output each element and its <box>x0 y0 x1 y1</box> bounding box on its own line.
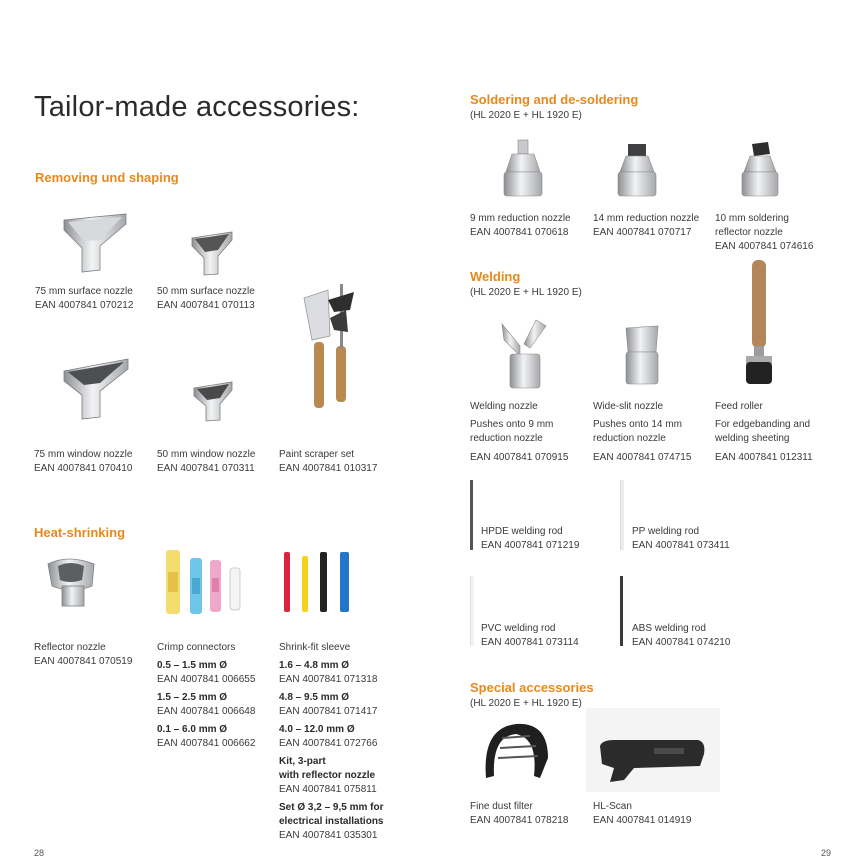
item-name-line1: 10 mm soldering <box>715 213 789 224</box>
shrink-fit-sleeve-image <box>282 550 354 614</box>
shrink-size-3: 4.0 – 12.0 mm Ø <box>279 724 355 735</box>
soldering-models: (HL 2020 E + HL 1920 E) <box>470 110 582 121</box>
hl-scan-image <box>594 738 710 784</box>
fine-dust-filter-caption <box>470 800 568 828</box>
crimp-ean-3: EAN 4007841 006662 <box>157 738 256 749</box>
item-desc2: reduction nozzle <box>470 433 543 444</box>
item-name: ABS welding rod <box>632 623 706 634</box>
item-name: 75 mm window nozzle <box>34 449 133 460</box>
item-ean: EAN 4007841 010317 <box>279 463 378 474</box>
item-ean: EAN 4007841 070717 <box>593 227 692 238</box>
crimp-ean-1: EAN 4007841 006655 <box>157 674 256 685</box>
welding-nozzle-caption <box>470 400 568 465</box>
item-ean: EAN 4007841 070410 <box>34 463 133 474</box>
item-name: HPDE welding rod <box>481 526 563 537</box>
item-name: 50 mm surface nozzle <box>157 286 255 297</box>
wide-slit-nozzle-caption <box>593 400 691 465</box>
paint-scraper-caption <box>279 448 377 476</box>
shrink-size-2: 4.8 – 9.5 mm Ø <box>279 692 350 703</box>
surface-nozzle-75-image <box>60 210 130 280</box>
reduction-nozzle-9-caption <box>470 212 571 240</box>
item-name: PP welding rod <box>632 526 700 537</box>
shrink-ean-1: EAN 4007841 071318 <box>279 674 378 685</box>
item-ean: EAN 4007841 070311 <box>157 463 255 474</box>
reflector-nozzle-image <box>42 556 104 612</box>
fine-dust-filter-image <box>478 718 554 782</box>
reduction-nozzle-9-image <box>500 138 546 200</box>
abs-rod-image <box>620 576 623 646</box>
pp-rod-caption <box>632 525 730 553</box>
shrink-ean-2: EAN 4007841 071417 <box>279 706 378 717</box>
item-ean: EAN 4007841 073411 <box>632 540 730 551</box>
shrink-set-line1: Set Ø 3,2 – 9,5 mm for <box>279 802 384 813</box>
item-name: Welding nozzle <box>470 401 538 412</box>
item-ean: EAN 4007841 073114 <box>481 637 579 648</box>
feed-roller-caption <box>715 400 813 465</box>
shrink-set-ean: EAN 4007841 035301 <box>279 830 378 841</box>
item-name: 9 mm reduction nozzle <box>470 213 571 224</box>
item-ean: EAN 4007841 070212 <box>35 300 134 311</box>
crimp-ean-2: EAN 4007841 006648 <box>157 706 256 717</box>
crimp-size-3: 0.1 – 6.0 mm Ø <box>157 724 228 735</box>
item-ean: EAN 4007841 078218 <box>470 815 569 826</box>
item-name: Feed roller <box>715 401 763 412</box>
item-ean: EAN 4007841 070618 <box>470 227 569 238</box>
page-title: Tailor-made accessories: <box>34 91 360 123</box>
hl-scan-caption <box>593 800 691 828</box>
item-name: PVC welding rod <box>481 623 556 634</box>
item-name: HL-Scan <box>593 801 632 812</box>
item-name: 14 mm reduction nozzle <box>593 213 700 224</box>
abs-rod-caption <box>632 622 730 650</box>
item-ean: EAN 4007841 012311 <box>715 452 813 463</box>
item-name: 75 mm surface nozzle <box>35 286 133 297</box>
item-name: Crimp connectors <box>157 642 236 653</box>
item-ean: EAN 4007841 074616 <box>715 241 814 252</box>
hpde-rod-caption <box>481 525 579 553</box>
reflector-nozzle-caption <box>34 641 132 669</box>
reduction-nozzle-14-image <box>614 142 660 198</box>
surface-nozzle-50-caption <box>157 285 255 313</box>
special-models: (HL 2020 E + HL 1920 E) <box>470 698 582 709</box>
section-heading-removing: Removing und shaping <box>35 170 179 185</box>
item-name: Fine dust filter <box>470 801 533 812</box>
item-ean: EAN 4007841 074715 <box>593 452 692 463</box>
item-name-line2: reflector nozzle <box>715 227 783 238</box>
shrink-kit-line1: Kit, 3-part <box>279 756 326 767</box>
item-name: 50 mm window nozzle <box>157 449 256 460</box>
crimp-size-2: 1.5 – 2.5 mm Ø <box>157 692 228 703</box>
page-number-left: 28 <box>34 848 45 858</box>
item-ean: EAN 4007841 070915 <box>470 452 569 463</box>
shrink-set-line2: electrical installations <box>279 816 384 827</box>
shrink-ean-3: EAN 4007841 072766 <box>279 738 378 749</box>
shrink-fit-sleeve-caption <box>279 641 384 843</box>
shrink-kit-line2: with reflector nozzle <box>279 770 376 781</box>
window-nozzle-75-image <box>60 355 132 425</box>
item-name: Reflector nozzle <box>34 642 106 653</box>
item-desc2: reduction nozzle <box>593 433 666 444</box>
crimp-size-1: 0.5 – 1.5 mm Ø <box>157 660 228 671</box>
item-desc1: Pushes onto 14 mm <box>593 419 682 430</box>
crimp-connectors-image <box>160 548 252 618</box>
item-desc2: welding sheeting <box>715 433 790 444</box>
surface-nozzle-75-caption <box>35 285 133 313</box>
surface-nozzle-50-image <box>190 228 235 278</box>
hpde-rod-image <box>470 480 473 550</box>
item-ean: EAN 4007841 070113 <box>157 300 255 311</box>
paint-scraper-set-image <box>298 282 368 412</box>
section-heading-welding: Welding <box>470 269 521 284</box>
soldering-reflector-nozzle-image <box>738 140 782 200</box>
item-desc1: Pushes onto 9 mm <box>470 419 554 430</box>
item-ean: EAN 4007841 014919 <box>593 815 692 826</box>
item-ean: EAN 4007841 074210 <box>632 637 731 648</box>
window-nozzle-50-caption <box>157 448 255 476</box>
reduction-nozzle-14-caption <box>593 212 699 240</box>
page-number-right: 29 <box>821 848 832 858</box>
shrink-kit-ean: EAN 4007841 075811 <box>279 784 377 795</box>
item-name: Paint scraper set <box>279 449 355 460</box>
wide-slit-nozzle-image <box>620 322 664 388</box>
window-nozzle-50-image <box>192 378 236 424</box>
pvc-rod-image <box>470 576 474 646</box>
item-ean: EAN 4007841 070519 <box>34 656 133 667</box>
welding-nozzle-image <box>496 318 552 392</box>
item-ean: EAN 4007841 071219 <box>481 540 580 551</box>
item-desc1: For edgebanding and <box>715 419 811 430</box>
pvc-rod-caption <box>481 622 579 650</box>
shrink-size-1: 1.6 – 4.8 mm Ø <box>279 660 350 671</box>
section-heading-special: Special accessories <box>470 680 594 695</box>
section-heading-soldering: Soldering and de-soldering <box>470 92 639 107</box>
feed-roller-image <box>742 258 776 388</box>
window-nozzle-75-caption <box>34 448 132 476</box>
soldering-reflector-caption <box>715 212 813 254</box>
item-name: Shrink-fit sleeve <box>279 642 351 653</box>
item-name: Wide-slit nozzle <box>593 401 664 412</box>
crimp-connectors-caption <box>157 641 255 751</box>
section-heading-heat: Heat-shrinking <box>34 525 126 540</box>
welding-models: (HL 2020 E + HL 1920 E) <box>470 287 582 298</box>
pp-rod-image <box>620 480 624 550</box>
